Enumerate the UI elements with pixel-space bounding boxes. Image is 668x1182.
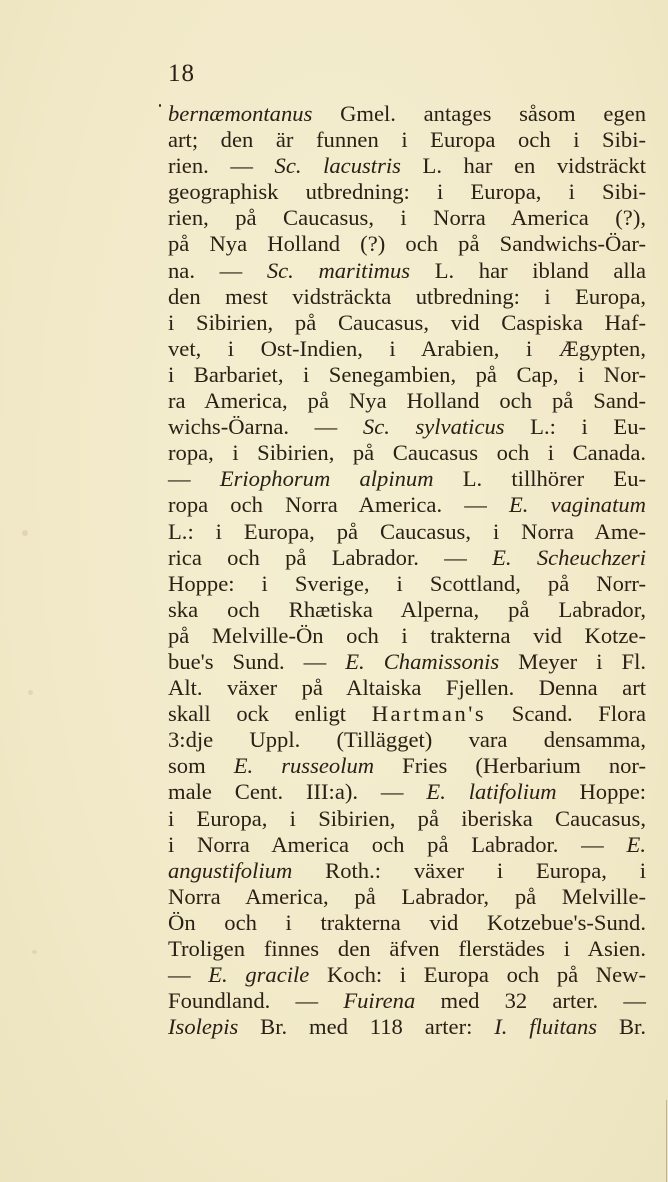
text-line [168, 571, 646, 597]
paper-speck [22, 530, 28, 536]
text-run: den mest vidsträckta utbredning: i Europa, [168, 283, 646, 309]
text-run: ropa och Norra America. — [168, 492, 509, 518]
text-run: Roth.: växer i Europa, i [292, 857, 646, 883]
text-line [168, 492, 646, 518]
text-line [168, 258, 646, 284]
text-line [168, 284, 646, 310]
text-line [168, 231, 646, 257]
text-run: skall ock enligt [168, 701, 372, 727]
text-run: Fries (Herbarium nor- [374, 753, 647, 779]
text-line [168, 962, 646, 988]
text-line [168, 623, 646, 649]
text-run: på Nya Holland (?) och på Sandwichs-Öar- [168, 231, 646, 257]
text-run: rien. — [168, 153, 275, 179]
italic-taxon: E. russeolum [233, 753, 375, 779]
text-run: Ön och i trakterna vid Kotzebue's-Sund. [168, 909, 646, 935]
text-run: ra America, på Nya Holland och på Sand- [168, 388, 646, 414]
text-line [168, 779, 646, 805]
text-run: male Cent. III:a). — [168, 779, 427, 805]
text-run: som [168, 753, 234, 779]
text-line [168, 649, 646, 675]
text-run: Br. med 118 arter: [238, 1014, 495, 1040]
text-line [168, 753, 646, 779]
text-run: Foundland. — [168, 988, 344, 1014]
italic-taxon: Sc. maritimus [266, 257, 411, 283]
text-line [168, 701, 646, 727]
italic-taxon: bernæmontanus [168, 101, 313, 126]
text-line [168, 519, 646, 545]
text-line [168, 727, 646, 753]
text-run: ropa, i Sibirien, på Caucasus och i Canada. [168, 440, 646, 466]
italic-taxon: angustifolium [168, 857, 293, 883]
text-run: 3:dje Uppl. (Tillägget) vara densamma, [168, 727, 646, 753]
text-line [168, 336, 646, 362]
text-run: L.: i Europa, på Caucasus, i Norra Ame- [168, 518, 646, 544]
text-line [168, 466, 646, 492]
text-run: vet, i Ost-Indien, i Arabien, i Ægypten, [168, 335, 646, 361]
text-run: på Melville-Ön och i trakterna vid Kotze- [168, 622, 646, 648]
text-run: Hoppe: i Sverige, i Scottland, på Norr- [168, 570, 646, 596]
ink-mark [159, 104, 161, 107]
text-run: i Norra America och på Labrador. — [168, 831, 627, 857]
text-line [168, 936, 646, 962]
italic-taxon: Sc. lacustris [274, 153, 401, 179]
text-run: i Barbariet, i Senegambien, på Cap, i Nor- [168, 361, 646, 387]
italic-taxon: E. Scheuchzeri [492, 544, 647, 570]
text-run: Scand. Flora [486, 701, 646, 727]
text-run: — [168, 466, 220, 492]
text-line [168, 414, 646, 440]
text-run: Troligen finnes den äfven flerstädes i Asien. [168, 936, 646, 961]
text-line [168, 597, 646, 623]
body-text [168, 101, 646, 1040]
text-run: i Europa, i Sibirien, på iberiska Caucasus, [168, 805, 646, 831]
text-line [168, 127, 646, 153]
italic-taxon: Sc. sylvaticus [362, 414, 505, 440]
text-run: Koch: i Europa och på New- [309, 962, 646, 988]
text-line [168, 153, 646, 179]
italic-taxon: Fuirena [343, 988, 416, 1014]
text-run: Gmel. antages såsom egen [312, 101, 646, 126]
text-run: L. tillhörer Eu- [433, 466, 647, 492]
italic-taxon: E. vaginatum [509, 492, 646, 518]
text-run: med 32 arter. — [415, 988, 646, 1014]
text-line [168, 675, 646, 701]
text-line [168, 101, 646, 127]
text-line [168, 806, 646, 832]
text-run: bue's Sund. — [168, 648, 346, 674]
text-line [168, 440, 646, 466]
page-edge [666, 1100, 667, 1182]
paper-speck [32, 950, 37, 954]
text-run: L. har ibland alla [410, 257, 646, 283]
italic-taxon: Isolepis [168, 1014, 239, 1040]
spaced-name: Hartman's [371, 701, 487, 727]
text-line [168, 832, 646, 858]
text-run: na. — [168, 257, 267, 283]
text-run: L. har en vidsträckt [400, 153, 646, 179]
text-line [168, 545, 646, 571]
text-run: i Sibirien, på Caucasus, vid Caspiska Haf- [168, 309, 646, 335]
italic-taxon: E. gracile [208, 962, 310, 988]
text-run: Hoppe: [556, 779, 647, 805]
text-run: L.: i Eu- [504, 414, 647, 440]
text-line [168, 205, 646, 231]
text-line [168, 362, 646, 388]
italic-taxon: E. latifolium [426, 779, 557, 805]
text-run: Alt. växer på Altaiska Fjellen. Denna art [168, 675, 646, 701]
text-run: art; den är funnen i Europa och i Sibi- [168, 127, 646, 153]
text-line [168, 910, 646, 936]
text-line [168, 884, 646, 910]
text-run: rien, på Caucasus, i Norra America (?), [168, 205, 646, 231]
text-run: Norra America, på Labrador, på Melville- [168, 883, 646, 909]
text-run: ska och Rhætiska Alperna, på Labrador, [168, 596, 646, 622]
text-run: — [168, 962, 209, 988]
text-run: wichs-Öarna. — [168, 414, 363, 440]
text-line [168, 1014, 646, 1040]
text-line [168, 988, 646, 1014]
italic-taxon: I. fluitans [494, 1014, 598, 1040]
paper-speck [28, 690, 33, 695]
text-run: rica och på Labrador. — [168, 544, 493, 570]
italic-taxon: E. [626, 831, 646, 857]
text-run: Meyer i Fl. [499, 648, 646, 674]
text-line [168, 179, 646, 205]
italic-taxon: E. Chamissonis [345, 648, 500, 674]
italic-taxon: Eriophorum alpinum [219, 466, 434, 492]
text-line [168, 310, 646, 336]
text-run: geographisk utbredning: i Europa, i Sibi- [168, 179, 646, 205]
text-line [168, 388, 646, 414]
text-line [168, 858, 646, 884]
page-number: 18 [168, 60, 195, 87]
text-run: Br. [597, 1014, 646, 1040]
